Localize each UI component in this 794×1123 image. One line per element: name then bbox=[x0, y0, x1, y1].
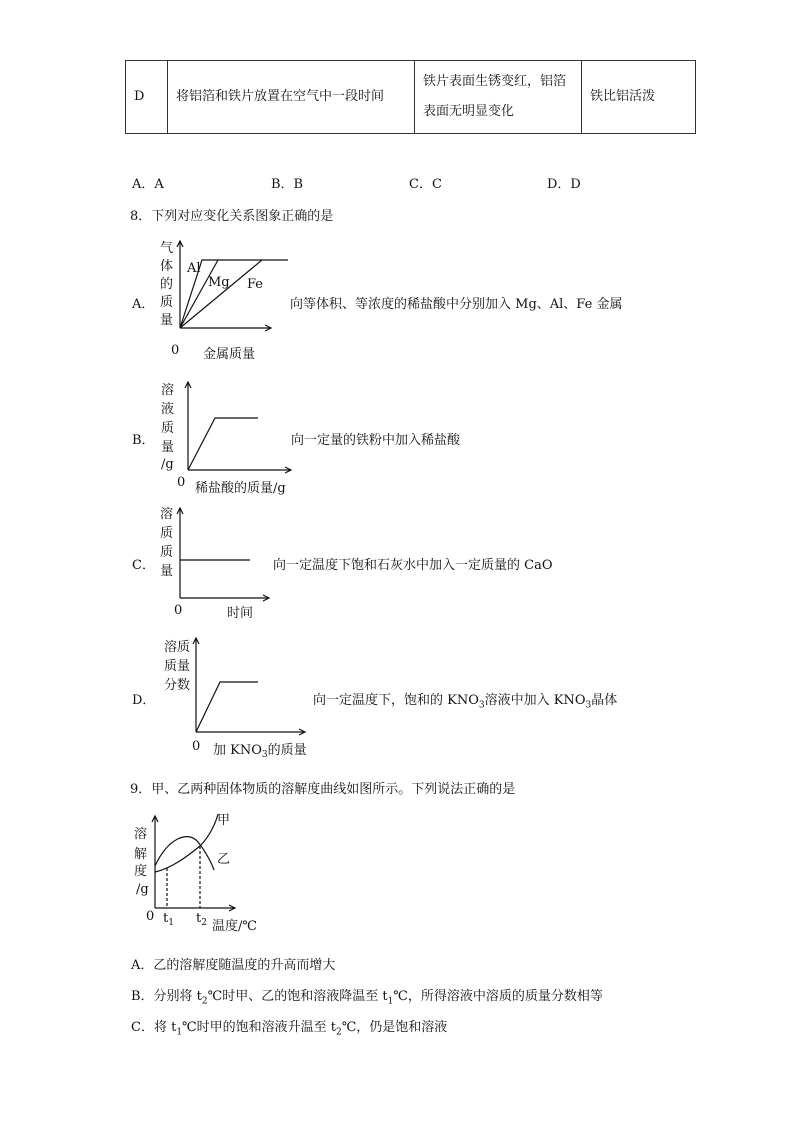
q8b-xlabel: 稀盐酸的质量/g bbox=[195, 481, 286, 496]
row-experiment: 将铝箔和铁片放置在空气中一段时间 bbox=[168, 61, 415, 134]
q8a-xlabel: 金属质量 bbox=[203, 347, 256, 362]
q8c-desc: 向一定温度下饱和石灰水中加入一定质量的 CaO bbox=[273, 558, 553, 573]
q9-curve-jia bbox=[155, 814, 218, 872]
q8b-letter[interactable]: B． bbox=[132, 433, 155, 448]
q8b-ylabel-4: /g bbox=[161, 457, 174, 472]
q9-ylabel-2: 度 bbox=[134, 864, 148, 879]
q8a-ylabel-3: 质 bbox=[160, 295, 174, 310]
q8b-ylabel-3: 量 bbox=[161, 440, 175, 455]
q8d-ylabel-2: 分数 bbox=[164, 678, 191, 693]
q8d-desc: 向一定温度下，饱和的 $KNO_3$溶液中加入 $KNO_3$晶体 bbox=[313, 693, 618, 711]
q9-label-jia: 甲 bbox=[217, 813, 231, 828]
q8a-origin: 0 bbox=[171, 343, 180, 358]
q8b-graph bbox=[150, 378, 310, 500]
q8a-curve-label-al: Al bbox=[187, 261, 201, 276]
table-row bbox=[126, 61, 696, 134]
q8a-curve-label-fe: Fe bbox=[247, 277, 264, 292]
q7-option-b[interactable]: B．B bbox=[271, 177, 304, 192]
q8a-ylabel-1: 体 bbox=[160, 259, 174, 274]
q8d-ylabel-0: 溶质 bbox=[164, 640, 191, 655]
q8a-ylabel-0: 气 bbox=[160, 241, 174, 256]
q9-option-b[interactable]: B．分别将 $t_2℃$时甲、乙的饱和溶液降温至 $t_1℃$，所得溶液中溶质的质量分数相等 bbox=[131, 989, 603, 1007]
q7-option-c[interactable]: C．C bbox=[409, 177, 442, 192]
q8d-curve bbox=[196, 682, 258, 732]
q9-origin: 0 bbox=[146, 909, 155, 924]
phenomenon-line-2: 表面无明显变化 bbox=[423, 104, 515, 119]
q9-tick-t2: $t_2$ bbox=[196, 911, 207, 928]
q8c-ylabel-0: 溶 bbox=[160, 507, 174, 522]
row-letter: D bbox=[126, 61, 168, 134]
q8b-ylabel-1: 液 bbox=[161, 402, 175, 417]
q8a-graph bbox=[150, 238, 295, 364]
q8c-graph bbox=[150, 502, 280, 622]
q9-ylabel-1: 解 bbox=[134, 847, 148, 862]
q9-ylabel-3: /g bbox=[136, 882, 149, 897]
q8a-ylabel-4: 量 bbox=[160, 313, 174, 328]
q9-tick-t1: $t_1$ bbox=[163, 911, 174, 928]
q8a-letter[interactable]: A． bbox=[132, 297, 155, 312]
q8b-desc: 向一定量的铁粉中加入稀盐酸 bbox=[291, 433, 461, 448]
q8a-desc: 向等体积、等浓度的稀盐酸中分别加入 Mg、Al、Fe 金属 bbox=[290, 297, 623, 312]
phenomenon-line-1: 铁片表面生锈变红，铝箔 bbox=[423, 74, 567, 89]
q9-stem: 9．甲、乙两种固体物质的溶解度曲线如图所示。下列说法正确的是 bbox=[130, 782, 516, 797]
q8d-ylabel-1: 质量 bbox=[164, 659, 191, 674]
q8c-xlabel: 时间 bbox=[227, 606, 254, 621]
q8b-ylabel-2: 质 bbox=[161, 421, 175, 436]
q7-option-d[interactable]: D．D bbox=[547, 177, 581, 192]
q8b-curve bbox=[188, 418, 258, 470]
row-phenomenon bbox=[415, 61, 582, 134]
q8c-origin: 0 bbox=[174, 603, 183, 618]
q8c-ylabel-3: 量 bbox=[160, 564, 174, 579]
q9-curve-yi bbox=[155, 837, 214, 870]
row-conclusion: 铁比铝活泼 bbox=[582, 61, 696, 134]
q9-xlabel: 温度/℃ bbox=[212, 919, 257, 934]
q8c-letter[interactable]: C． bbox=[132, 558, 155, 573]
q9-label-yi: 乙 bbox=[217, 852, 231, 867]
q8c-ylabel-2: 质 bbox=[160, 545, 174, 560]
q8d-graph bbox=[150, 632, 315, 760]
q7-option-a[interactable]: A．A bbox=[132, 177, 164, 192]
q8b-origin: 0 bbox=[177, 475, 186, 490]
q8d-xlabel: 加 $KNO_3$的质量 bbox=[213, 743, 307, 760]
q8d-letter[interactable]: D． bbox=[132, 693, 156, 708]
q9-graph bbox=[128, 808, 263, 936]
q7-answer-table bbox=[125, 60, 696, 134]
q8b-ylabel-0: 溶 bbox=[161, 383, 175, 398]
q8c-ylabel-1: 质 bbox=[160, 526, 174, 541]
q8a-curve-label-mg: Mg bbox=[208, 275, 230, 290]
q9-ylabel-0: 溶 bbox=[134, 827, 148, 842]
q8-stem: 8．下列对应变化关系图象正确的是 bbox=[130, 209, 334, 224]
q8a-ylabel-2: 的 bbox=[160, 277, 174, 292]
q9-option-c[interactable]: C．将 $t_1℃$时甲的饱和溶液升温至 $t_2℃$，仍是饱和溶液 bbox=[131, 1020, 448, 1038]
q9-option-a[interactable]: A．乙的溶解度随温度的升高而增大 bbox=[131, 958, 336, 973]
q8d-origin: 0 bbox=[192, 739, 201, 754]
